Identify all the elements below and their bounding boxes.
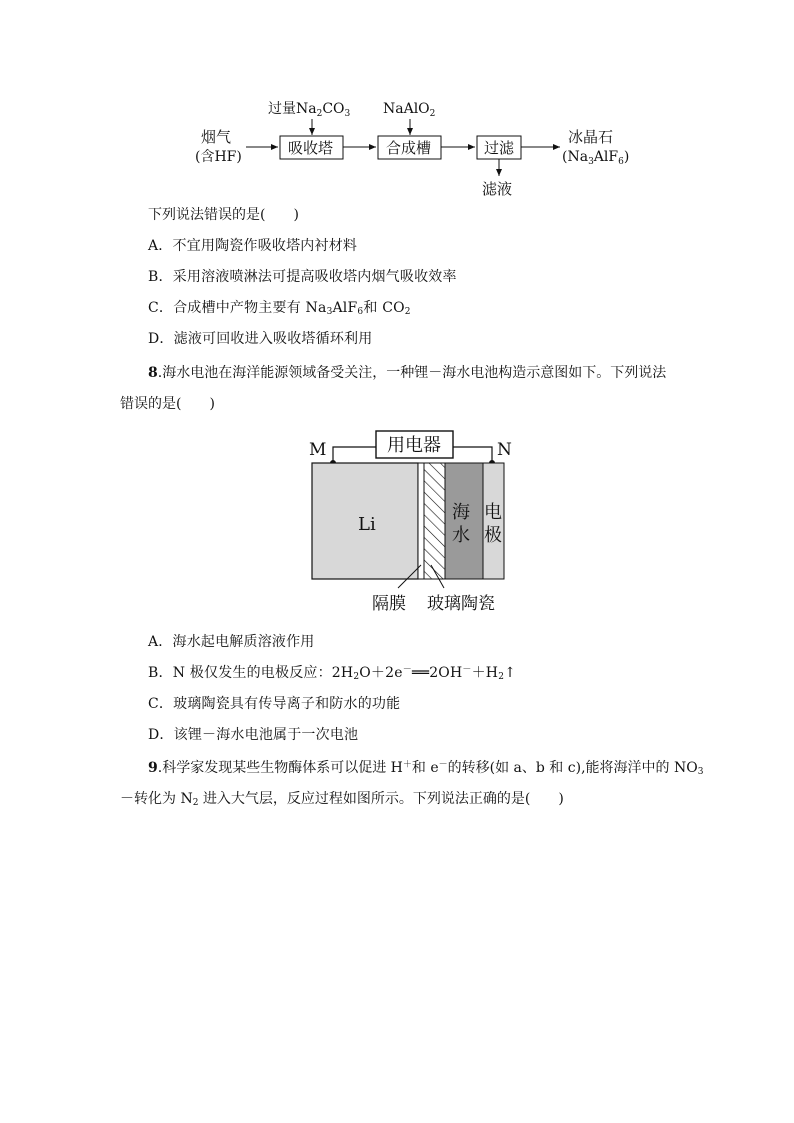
q7-option-d: D．滤液可回收进入吸收塔循环利用	[148, 331, 373, 347]
q8-option-d: D．该锂－海水电池属于一次电池	[148, 727, 359, 743]
output-label-2: $(Na_3AlF_6)$	[562, 149, 630, 167]
electrode-label-1: 电	[484, 502, 502, 523]
reagent2-label: NaAlO$_2$	[383, 101, 436, 119]
label-m: M	[309, 440, 327, 460]
q7-option-a: A．不宜用陶瓷作吸收塔内衬材料	[148, 238, 358, 254]
box-filter-label: 过滤	[484, 139, 515, 157]
q7-option-b: B．采用溶液喷淋法可提高吸收塔内烟气吸收效率	[148, 269, 457, 285]
electrode-label-2: 极	[484, 525, 502, 546]
q9-stem-line2: －转化为 $N_2$ 进入大气层，反应过程如图所示。下列说法正确的是( )	[120, 791, 564, 808]
glass-ceramic	[424, 463, 445, 579]
input-label-2: (含HF)	[195, 149, 242, 165]
q8-stem-line1: 8.海水电池在海洋能源领域备受关注，一种锂－海水电池构造示意图如下。下列说法	[148, 365, 667, 381]
box-absorber-label: 吸收塔	[288, 139, 334, 157]
label-separator: 隔膜	[372, 594, 406, 614]
device-label: 用电器	[387, 435, 441, 456]
battery-diagram	[300, 425, 520, 620]
box-synthesis-label: 合成槽	[386, 139, 432, 157]
output-label-1: 冰晶石	[568, 128, 614, 146]
q8-stem-line2: 错误的是( )	[120, 396, 215, 412]
label-li: Li	[358, 514, 376, 535]
filtrate-label: 滤液	[482, 180, 513, 198]
seawater-label-1: 海	[452, 502, 470, 523]
seawater-label-2: 水	[452, 525, 470, 546]
q8-option-b: B．N 极仅发生的电极反应：$2H_2O+2e^-══2OH^-+H_2↑$	[148, 665, 517, 682]
q8-option-c: C．玻璃陶瓷具有传导离子和防水的功能	[148, 696, 401, 712]
q9-stem-line1: 9.科学家发现某些生物酶体系可以促进 H＋和 e－的转移(如 a、b 和 c),能将海洋中的 $NO_3$	[148, 760, 704, 777]
q8-option-a: A．海水起电解质溶液作用	[148, 634, 315, 650]
flow-diagram	[0, 0, 794, 210]
input-label-1: 烟气	[201, 128, 232, 146]
label-n: N	[497, 440, 512, 460]
q7-option-c: C．合成槽中产物主要有 $Na_3AlF_6$和 $CO_2$	[148, 300, 411, 317]
label-ceramic: 玻璃陶瓷	[427, 594, 495, 614]
q8-number: 8	[148, 365, 158, 381]
q7-stem: 下列说法错误的是( )	[148, 207, 299, 223]
wire-right	[453, 447, 492, 463]
wire-left	[333, 447, 376, 463]
separator	[418, 463, 424, 579]
q9-number: 9	[148, 760, 158, 776]
reagent1-label: 过量$Na_2CO_3$	[268, 101, 351, 119]
